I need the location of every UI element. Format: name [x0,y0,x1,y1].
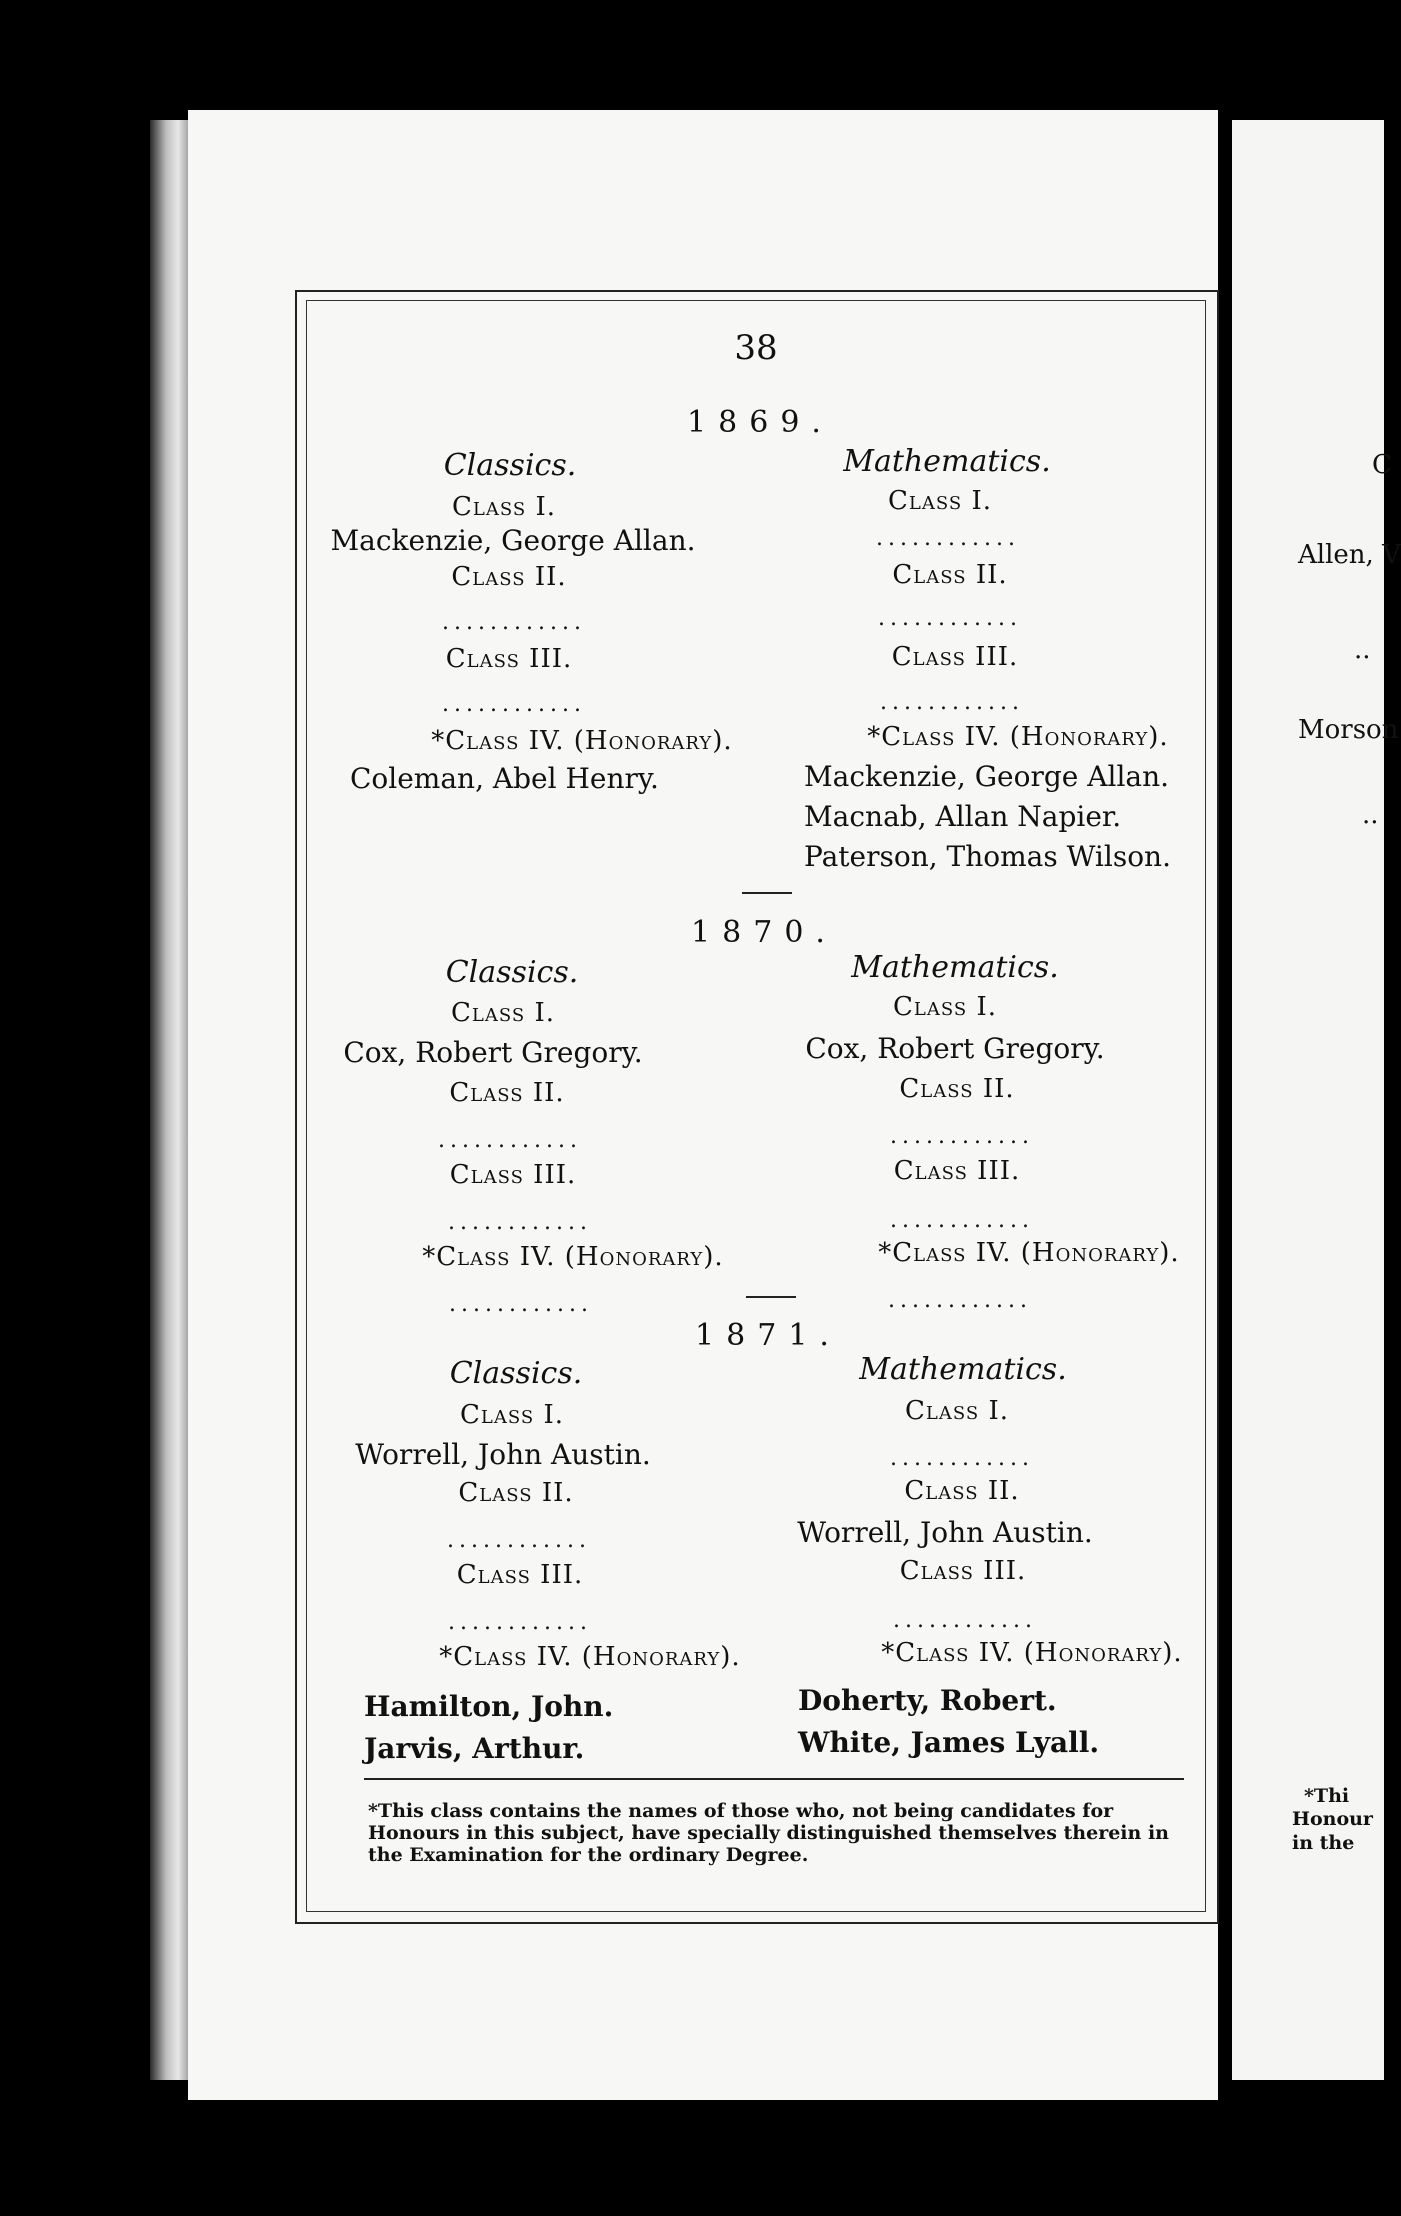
subject-heading-classics: Classics. [449,1356,583,1391]
empty-class-dots: ............ [442,692,586,717]
empty-class-dots: ............ [449,1292,593,1317]
class-heading-honorary: *Class IV. (Honorary). [881,1638,1183,1668]
empty-class-dots: ............ [442,610,586,635]
empty-class-dots: ............ [888,1288,1032,1313]
facing-fragment: Allen, V [1298,540,1401,570]
facing-fragment: .. [1354,635,1371,665]
subject-heading-mathematics: Mathematics. [851,950,1059,985]
class-heading: Class I. [460,1400,564,1430]
class-heading: Class III. [456,1560,584,1590]
class-heading: Class I. [905,1396,1009,1426]
class-heading: Class III. [449,1160,577,1190]
facing-fragment: Morson [1298,715,1399,745]
class-heading: Class I. [893,992,997,1022]
facing-fragment: .. [1362,800,1379,830]
section-divider [742,892,792,894]
section-divider [746,1296,796,1298]
empty-class-dots: ............ [878,606,1022,631]
subject-heading-mathematics: Mathematics. [859,1352,1067,1387]
student-name: Doherty, Robert. [798,1684,1057,1717]
subject-heading-classics: Classics. [445,955,579,990]
student-name: Cox, Robert Gregory. [343,1036,643,1069]
class-heading: Class III. [891,642,1019,672]
class-heading: Class II. [458,1478,574,1508]
class-heading: Class II. [904,1476,1020,1506]
student-name: Jarvis, Arthur. [364,1732,585,1765]
facing-page-edge [1232,120,1401,2080]
empty-class-dots: ............ [876,526,1020,551]
student-name: Worrell, John Austin. [355,1438,651,1471]
student-name: Paterson, Thomas Wilson. [804,840,1171,873]
student-name: Macnab, Allan Napier. [804,800,1122,833]
page-number: 38 [734,328,778,368]
footnote: *This class contains the names of those who, not being candidates for Honours in this subject, have specially distinguished themselves therein in the Examination for the ordinary Degree. [368,1800,1169,1866]
facing-fragment: in the [1292,1832,1355,1854]
book-spine [150,120,190,2080]
class-heading-honorary: *Class IV. (Honorary). [422,1242,724,1272]
class-heading-honorary: *Class IV. (Honorary). [867,722,1169,752]
class-heading-honorary: *Class IV. (Honorary). [431,726,733,756]
student-name: White, James Lyall. [798,1726,1100,1759]
empty-class-dots: ............ [448,1610,592,1635]
facing-fragment: *Thi [1304,1785,1350,1807]
student-name: Mackenzie, George Allan. [804,760,1170,793]
class-heading: Class II. [451,562,567,592]
empty-class-dots: ............ [890,1208,1034,1233]
empty-class-dots: ............ [890,1446,1034,1471]
class-heading: Class II. [899,1074,1015,1104]
class-heading: Class III. [893,1156,1021,1186]
class-heading-honorary: *Class IV. (Honorary). [878,1238,1180,1268]
empty-class-dots: ............ [448,1210,592,1235]
class-heading: Class I. [451,998,555,1028]
student-name: Hamilton, John. [364,1690,614,1723]
class-heading: Class II. [892,560,1008,590]
class-heading: Class II. [449,1078,565,1108]
class-heading: Class I. [452,492,556,522]
empty-class-dots: ............ [447,1528,591,1553]
class-heading: Class III. [899,1556,1027,1586]
empty-class-dots: ............ [438,1128,582,1153]
student-name: Mackenzie, George Allan. [330,524,696,557]
empty-class-dots: ............ [893,1608,1037,1633]
empty-class-dots: ............ [890,1124,1034,1149]
student-name: Cox, Robert Gregory. [805,1032,1105,1065]
facing-fragment: C [1372,450,1392,480]
year-heading: 1869. [687,405,833,440]
footnote-rule [364,1778,1184,1780]
class-heading-honorary: *Class IV. (Honorary). [439,1642,741,1672]
class-heading: Class III. [445,644,573,674]
subject-heading-classics: Classics. [443,448,577,483]
subject-heading-mathematics: Mathematics. [843,444,1051,479]
student-name: Worrell, John Austin. [797,1516,1093,1549]
student-name: Coleman, Abel Henry. [350,762,659,795]
year-heading: 1870. [691,915,837,950]
empty-class-dots: ............ [880,690,1024,715]
facing-fragment: Honour [1292,1808,1373,1830]
class-heading: Class I. [888,486,992,516]
year-heading: 1871. [695,1318,841,1353]
